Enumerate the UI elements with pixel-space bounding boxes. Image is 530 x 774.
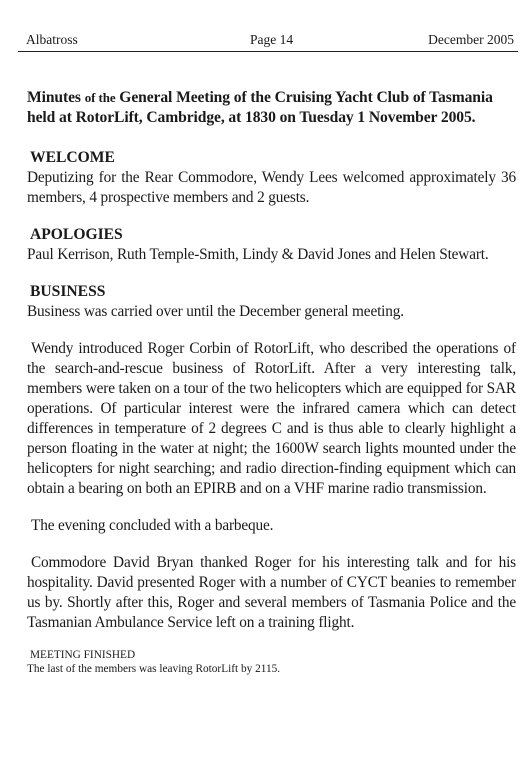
minutes-title bbox=[27, 88, 516, 128]
welcome-heading: WELCOME bbox=[30, 149, 115, 166]
business-paragraph-3: Commodore David Bryan thanked Roger for his interesting talk and for his hospitality. David presented Roger with a number of CYCT beanies to remember us by. Shortly after this, Roger and several members of Tasmania Police and the Tasmanian Ambulance Service left on a training flight. bbox=[27, 554, 516, 631]
meeting-finished-text: The last of the members was leaving RotorLift by 2115. bbox=[27, 663, 281, 675]
page-header bbox=[26, 30, 514, 50]
minutes-content bbox=[27, 88, 516, 677]
title-part-1: Minutes bbox=[27, 89, 85, 106]
business-paragraph-1: Wendy introduced Roger Corbin of RotorLift, who described the operations of the search-and-rescue business of RotorLift. After a very interesting talk, members were taken on a tour of the two helicopters which are equipped for SAR operations. Of particular interest were the infrared camera which can detect differences in temperature of 2 degrees C and is thus able to clearly highlight a person floating in the water at night; the 1600W search lights mounted under the helicopters for night searching; and radio direction-finding equipment which can obtain a bearing on both an EPIRB and on a VHF marine radio transmission. bbox=[27, 340, 516, 497]
business-text: Business was carried over until the December general meeting. bbox=[27, 303, 404, 320]
meeting-finished-heading: MEETING FINISHED bbox=[30, 649, 136, 661]
apologies-heading: APOLOGIES bbox=[30, 226, 123, 243]
publication-name: Albatross bbox=[26, 32, 78, 47]
title-part-3: General Meeting of the Cruising Yacht Club of Tasmania held at RotorLift, Cambridge, at 1830 on Tuesday 1 November 2005. bbox=[27, 89, 493, 126]
page-number: Page 14 bbox=[250, 32, 294, 47]
apologies-text: Paul Kerrison, Ruth Temple-Smith, Lindy & David Jones and Helen Stewart. bbox=[27, 246, 489, 263]
business-paragraph-2: The evening concluded with a barbeque. bbox=[31, 517, 274, 534]
business-heading: BUSINESS bbox=[30, 283, 106, 300]
welcome-text: Deputizing for the Rear Commodore, Wendy Lees welcomed approximately 36 members, 4 prospective members and 2 guests. bbox=[27, 169, 516, 206]
issue-date: December 2005 bbox=[428, 32, 514, 47]
header-divider bbox=[18, 51, 518, 52]
title-part-2: of the bbox=[84, 90, 116, 105]
